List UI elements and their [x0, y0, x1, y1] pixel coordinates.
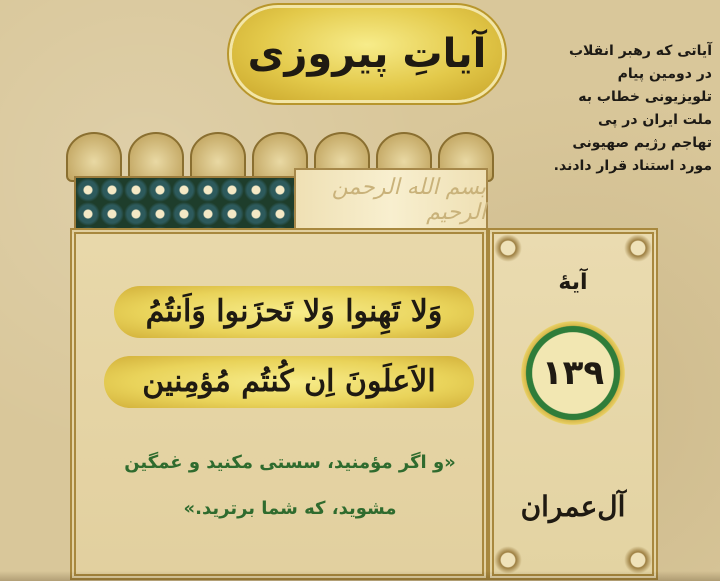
dome-ornament — [190, 132, 246, 182]
tile-pattern — [74, 176, 298, 230]
surah-name: آل‌عمران — [520, 490, 626, 523]
description-line: تهاجم رژیم صهیونی — [572, 135, 712, 151]
dome-ornament — [66, 132, 122, 182]
description-line: ملت ایران در پی — [597, 112, 712, 128]
verse-line-1: وَلا تَهِنوا وَلا تَحزَنوا وَاَنتُمُ — [114, 286, 474, 338]
bottom-shadow — [0, 571, 720, 581]
dome-ornament — [128, 132, 184, 182]
corner-ornament — [624, 546, 652, 574]
description-line: تلویزیونی خطاب به — [578, 89, 712, 105]
page-title: آیاتِ پیروزی — [247, 31, 487, 77]
translation-line-1: «و اگر مؤمنید، سستی مکنید و غمگین — [124, 452, 456, 473]
title-badge — [232, 8, 502, 100]
description-line: آیاتی که رهبر انقلاب — [568, 43, 712, 59]
corner-ornament — [494, 546, 522, 574]
aye-number: ۱۳۹ — [541, 353, 605, 393]
verse-line-2: الاَعلَونَ اِن كُنتُم مُؤمِنين — [104, 356, 474, 408]
aye-medallion — [518, 318, 628, 428]
translation-line-2: مشوید، که شما برترید.» — [183, 498, 397, 519]
basmala: بسم الله الرحمن الرحیم — [331, 175, 486, 225]
aye-label: آیهٔ — [558, 270, 588, 295]
description-line: مورد استناد قرار دادند. — [553, 158, 712, 174]
corner-ornament — [494, 234, 522, 262]
description-line: در دومین پیام — [617, 66, 712, 82]
basmala-box — [294, 168, 488, 232]
corner-ornament — [624, 234, 652, 262]
